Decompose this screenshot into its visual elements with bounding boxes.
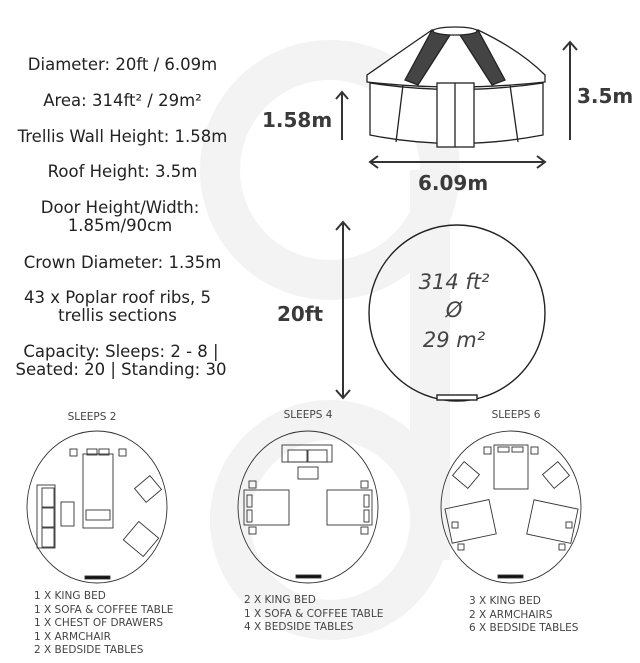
diameter-symbol: Ø xyxy=(445,298,463,322)
layout-items-sleeps-2 xyxy=(34,590,173,658)
list-item: 1 X SOFA & COFFEE TABLE xyxy=(244,607,384,620)
list-item: 1 X CHEST OF DRAWERS xyxy=(34,617,164,629)
spec-diameter: Diameter: 20ft / 6.09m xyxy=(27,55,218,74)
list-item: 4 X BEDSIDE TABLES xyxy=(244,621,354,633)
wall-height-label: 1.58m xyxy=(262,108,333,132)
area-m-label: 29 m² xyxy=(422,328,486,352)
spec-crown-diameter: Crown Diameter: 1.35m xyxy=(23,253,222,272)
layout-title-sleeps-4: SLEEPS 4 xyxy=(283,409,333,421)
list-item: 1 X ARMCHAIR xyxy=(34,630,111,643)
list-item: 3 X KING BED xyxy=(469,595,541,607)
diameter-label: 20ft xyxy=(277,302,324,326)
floorplan-sleeps-2 xyxy=(27,431,167,583)
layout-title-sleeps-2: SLEEPS 2 xyxy=(67,411,117,423)
list-item: 2 X BEDSIDE TABLES xyxy=(34,644,144,656)
spec-capacity: Capacity: Sleeps: 2 - 8 | Seated: 20 | Standing: 30 xyxy=(15,342,227,379)
layout-items-sleeps-4 xyxy=(244,594,383,635)
layout-title-sleeps-6: SLEEPS 6 xyxy=(491,409,541,421)
floorplan-sleeps-6 xyxy=(441,431,581,583)
roof-height-label: 3.5m xyxy=(577,84,634,108)
layout-items-sleeps-6 xyxy=(469,595,578,636)
spec-area: Area: 314ft² / 29m² xyxy=(43,91,202,110)
yurt-elevation xyxy=(367,27,545,147)
spec-door: Door Height/Width: 1.85m/90cm xyxy=(40,198,200,235)
list-item: 2 X ARMCHAIRS xyxy=(469,608,553,621)
area-ft-label: 314 ft² xyxy=(418,270,490,294)
spec-roof-height: Roof Height: 3.5m xyxy=(47,162,198,181)
list-item: 1 X KING BED xyxy=(34,590,106,602)
list-item: 1 X SOFA & COFFEE TABLE xyxy=(34,603,174,616)
list-item: 2 X KING BED xyxy=(244,594,316,606)
width-label: 6.09m xyxy=(418,171,489,195)
spec-roof-ribs: 43 x Poplar roof ribs, 5 trellis sections xyxy=(24,288,211,325)
list-item: 6 X BEDSIDE TABLES xyxy=(469,622,579,634)
spec-trellis-wall-height: Trellis Wall Height: 1.58m xyxy=(17,127,228,146)
